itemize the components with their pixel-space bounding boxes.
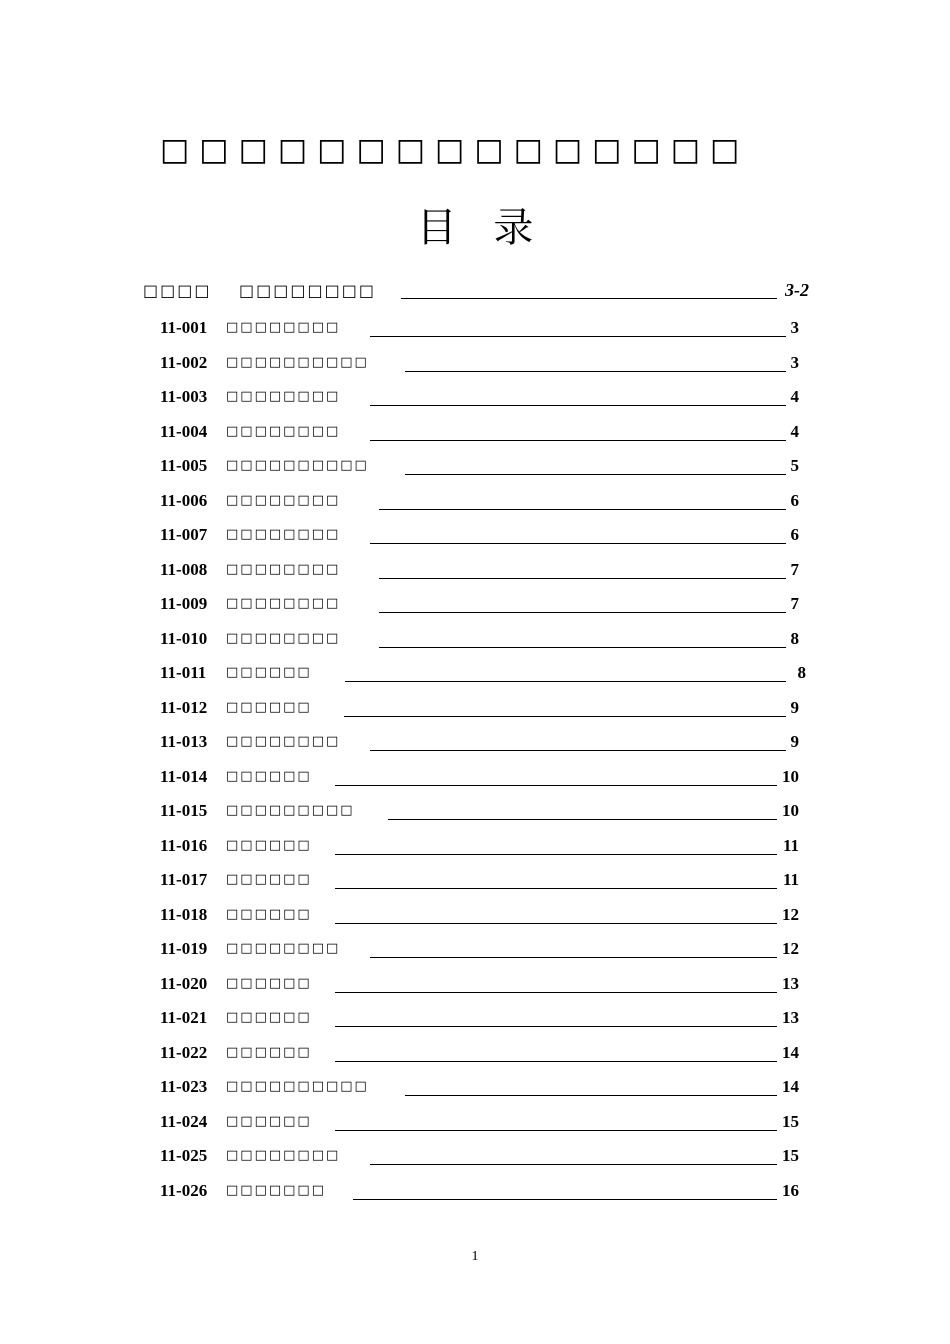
toc-leader-line — [379, 578, 786, 579]
toc-entry-page: 6 — [790, 490, 799, 510]
toc-entry[interactable] — [160, 1181, 810, 1216]
toc-entry[interactable] — [160, 525, 810, 560]
toc-entry[interactable] — [160, 560, 810, 595]
toc-leader-line — [405, 371, 786, 372]
toc-leader-line — [370, 957, 777, 958]
toc-entry[interactable] — [160, 836, 810, 871]
toc-entry-title: □□□□□□□□ — [226, 941, 341, 956]
toc-entry-title: □□□□□□ — [226, 1044, 312, 1060]
toc-entry-title: □□□□□□ — [226, 665, 312, 680]
toc-leader-line — [335, 854, 777, 855]
toc-entry[interactable] — [160, 974, 810, 1009]
toc-entry-page: 9 — [790, 732, 799, 751]
toc-entry-title: □□□□□□□□ — [226, 630, 341, 646]
toc-entry-title: □□□□□□□□ — [226, 561, 341, 577]
toc-entry[interactable] — [160, 491, 810, 526]
toc-entry[interactable] — [160, 698, 810, 733]
toc-entry[interactable] — [160, 870, 810, 905]
toc-entry-code: 11-017 — [160, 870, 208, 889]
toc-leader-line — [345, 681, 786, 682]
toc-entry-page: 9 — [790, 697, 799, 717]
toc-leader-line — [370, 405, 786, 406]
toc-leader-line — [370, 543, 786, 544]
toc-entry-code: 11-024 — [160, 1111, 208, 1131]
toc-entry-code: 11-018 — [160, 904, 208, 924]
toc-leader-line — [370, 750, 786, 751]
toc-entry-code: 11-005 — [160, 456, 208, 475]
toc-leader-line — [353, 1199, 777, 1200]
section-leader-line — [401, 298, 777, 299]
toc-entry-page: 11 — [782, 870, 799, 889]
toc-entry-code: 11-014 — [160, 766, 208, 786]
toc-entry-page: 16 — [782, 1180, 799, 1200]
toc-entry-title: □□□□□□□□□□ — [226, 458, 369, 473]
toc-entry-page: 7 — [790, 559, 799, 579]
toc-entry-code: 11-026 — [160, 1180, 208, 1200]
toc-entry-title: □□□□□□ — [226, 768, 312, 784]
toc-entry-code: 11-025 — [160, 1146, 208, 1165]
toc-leader-line — [405, 1095, 777, 1096]
toc-entry-page: 6 — [790, 525, 799, 544]
toc-entry-title: □□□□□□ — [226, 1113, 312, 1129]
toc-list — [160, 318, 810, 1215]
toc-entry-page: 10 — [782, 766, 799, 786]
toc-section-row[interactable] — [143, 281, 813, 305]
toc-entry[interactable] — [160, 801, 810, 836]
toc-entry-title: □□□□□□ — [226, 837, 312, 853]
toc-entry-title: □□□□□□□□□□ — [226, 1079, 369, 1094]
toc-entry[interactable] — [160, 1077, 810, 1112]
toc-entry-code: 11-006 — [160, 490, 208, 510]
toc-leader-line — [335, 1130, 777, 1131]
toc-entry-code: 11-004 — [160, 421, 208, 441]
toc-leader-line — [370, 1164, 777, 1165]
toc-entry-page: 4 — [790, 387, 799, 406]
toc-leader-line — [388, 819, 777, 820]
toc-entry-title: □□□□□□□□ — [226, 320, 341, 335]
document-title: □□□□□□□□□□□□□□□ — [160, 132, 750, 168]
toc-leader-line — [370, 336, 786, 337]
toc-entry-code: 11-002 — [160, 352, 208, 372]
toc-entry-code: 11-007 — [160, 525, 208, 544]
toc-heading: 目 录 — [416, 205, 534, 251]
toc-entry-title: □□□□□□ — [226, 906, 312, 922]
toc-entry-code: 11-015 — [160, 801, 208, 820]
toc-entry-title: □□□□□□ — [226, 872, 312, 887]
toc-entry-code: 11-023 — [160, 1077, 208, 1096]
toc-entry-title: □□□□□□□□ — [226, 389, 341, 404]
toc-entry-title: □□□□□□ — [226, 699, 312, 715]
toc-entry-code: 11-008 — [160, 559, 208, 579]
toc-leader-line — [379, 509, 786, 510]
toc-entry-page: 10 — [782, 801, 799, 820]
toc-leader-line — [379, 612, 786, 613]
toc-entry-title: □□□□□□ — [226, 975, 312, 991]
toc-entry-title: □□□□□□□ — [226, 1182, 326, 1198]
toc-entry-title: □□□□□□□□ — [226, 1148, 341, 1163]
toc-entry[interactable] — [160, 939, 810, 974]
toc-entry-page: 4 — [790, 421, 799, 441]
toc-entry[interactable] — [160, 456, 810, 491]
toc-entry-code: 11-011 — [160, 663, 207, 682]
toc-entry-code: 11-001 — [160, 318, 208, 337]
toc-entry-code: 11-012 — [160, 697, 208, 717]
toc-entry-title: □□□□□□□□ — [226, 596, 341, 611]
toc-entry-page: 12 — [782, 904, 799, 924]
toc-entry-page: 8 — [797, 663, 806, 682]
toc-entry-page: 5 — [790, 456, 799, 475]
toc-entry-page: 15 — [782, 1111, 799, 1131]
toc-entry[interactable] — [160, 353, 810, 388]
toc-entry-code: 11-020 — [160, 973, 208, 993]
toc-leader-line — [370, 440, 786, 441]
section-title: □□□□□□□□ — [239, 281, 376, 300]
toc-entry[interactable] — [160, 422, 810, 457]
toc-entry[interactable] — [160, 732, 810, 767]
toc-leader-line — [335, 923, 777, 924]
toc-entry-title: □□□□□□□□ — [226, 734, 341, 749]
toc-entry-page: 13 — [782, 973, 799, 993]
toc-entry-page: 12 — [782, 939, 799, 958]
toc-entry-code: 11-010 — [160, 628, 208, 648]
toc-entry-title: □□□□□□□□□ — [226, 803, 355, 818]
toc-entry-code: 11-022 — [160, 1042, 208, 1062]
toc-entry-page: 13 — [782, 1008, 799, 1027]
toc-entry[interactable] — [160, 767, 810, 802]
toc-entry-page: 14 — [782, 1042, 799, 1062]
toc-entry-code: 11-003 — [160, 387, 208, 406]
toc-entry-title: □□□□□□ — [226, 1010, 312, 1025]
toc-leader-line — [335, 1026, 777, 1027]
toc-entry[interactable] — [160, 1043, 810, 1078]
toc-entry-page: 14 — [782, 1077, 799, 1096]
toc-entry-code: 11-009 — [160, 594, 208, 613]
toc-entry-page: 3 — [790, 318, 799, 337]
toc-entry-code: 11-021 — [160, 1008, 208, 1027]
toc-entry[interactable] — [160, 1008, 810, 1043]
toc-entry-title: □□□□□□□□ — [226, 492, 341, 508]
toc-entry[interactable] — [160, 387, 810, 422]
toc-entry[interactable] — [160, 318, 810, 353]
toc-entry-code: 11-016 — [160, 835, 208, 855]
toc-entry[interactable] — [160, 1146, 810, 1181]
toc-leader-line — [344, 716, 786, 717]
toc-leader-line — [335, 992, 777, 993]
toc-entry-page: 15 — [782, 1146, 799, 1165]
toc-entry-page: 11 — [782, 835, 799, 855]
toc-leader-line — [335, 1061, 777, 1062]
toc-entry[interactable] — [160, 629, 810, 664]
toc-entry-page: 8 — [790, 628, 799, 648]
toc-entry-title: □□□□□□□□ — [226, 423, 341, 439]
toc-entry-title: □□□□□□□□ — [226, 527, 341, 542]
toc-entry-code: 11-013 — [160, 732, 208, 751]
toc-entry-title: □□□□□□□□□□ — [226, 354, 369, 370]
toc-entry-code: 11-019 — [160, 939, 208, 958]
toc-leader-line — [335, 785, 777, 786]
toc-leader-line — [335, 888, 777, 889]
toc-entry[interactable] — [160, 663, 810, 698]
toc-leader-line — [405, 474, 786, 475]
toc-entry-page: 3 — [790, 352, 799, 372]
toc-entry[interactable] — [160, 1112, 810, 1147]
toc-leader-line — [379, 647, 786, 648]
toc-entry-page: 7 — [790, 594, 799, 613]
section-label: □□□□ — [143, 281, 212, 300]
toc-entry[interactable] — [160, 594, 810, 629]
toc-entry[interactable] — [160, 905, 810, 940]
page-number: 1 — [471, 1249, 479, 1264]
section-page-number: 3-2 — [785, 280, 809, 300]
